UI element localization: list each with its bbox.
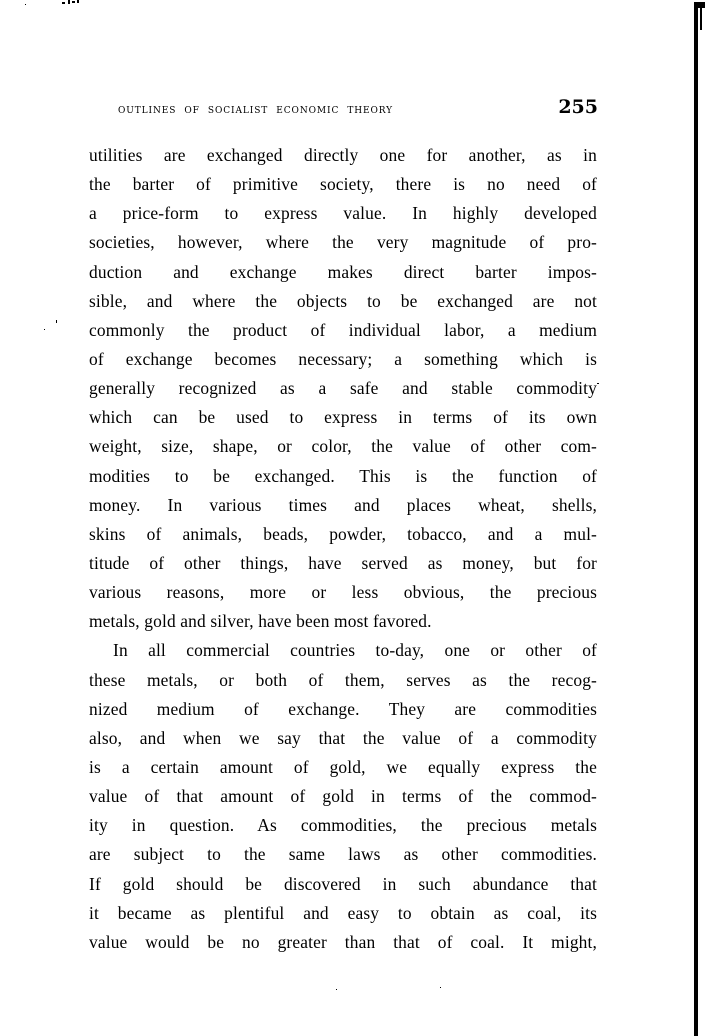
text-line: skins of animals, beads, powder, tobacco, and a mul-: [89, 523, 597, 544]
scan-speck: [62, 2, 65, 4]
scan-speck: [56, 320, 57, 323]
scan-speck: [77, 0, 79, 3]
text-line: money. In various times and places wheat, shells,: [89, 494, 597, 515]
text-line: duction and exchange makes direct barter impos-: [89, 261, 597, 282]
scan-speck: [25, 4, 26, 5]
text-line: is a certain amount of gold, we equally express the: [89, 756, 597, 777]
text-line: are subject to the same laws as other commodities.: [89, 844, 597, 865]
text-line: value of that amount of gold in terms of the commod-: [89, 786, 597, 807]
running-head-title: outlines of socialist economic theory: [118, 102, 393, 117]
text-line: the barter of primitive society, there is no need of: [89, 174, 597, 195]
paragraph-start-line: In all commercial countries to-day, one or other of: [113, 640, 597, 661]
text-line: which can be used to express in terms of its own: [89, 407, 597, 428]
body-text: [89, 141, 597, 957]
text-line: sible, and where the objects to be exchanged are not: [89, 290, 597, 311]
page-number: 255: [558, 96, 598, 118]
page-edge-shadow: [694, 2, 698, 1036]
text-line: various reasons, more or less obvious, the precious: [89, 582, 597, 603]
text-line: value would be no greater than that of coal. It might,: [89, 931, 597, 952]
text-line: societies, however, where the very magnitude of pro-: [89, 232, 597, 253]
scan-speck: [68, 0, 70, 4]
text-line: of exchange becomes necessary; a something which is: [89, 348, 597, 369]
scan-speck: [72, 1, 75, 3]
paragraph-end-line: metals, gold and silver, have been most favored.: [89, 611, 432, 632]
text-line: commonly the product of individual labor, a medium: [89, 319, 597, 340]
text-line: nized medium of exchange. They are commodities: [89, 698, 597, 719]
text-line: modities to be exchanged. This is the function of: [89, 465, 597, 486]
page-edge-shadow: [700, 8, 702, 30]
text-line: If gold should be discovered in such abundance that: [89, 873, 597, 894]
text-line: also, and when we say that the value of a commodity: [89, 727, 597, 748]
text-line: it became as plentiful and easy to obtain as coal, its: [89, 902, 597, 923]
text-line: a price-form to express value. In highly developed: [89, 203, 597, 224]
scan-speck: [336, 989, 337, 990]
text-line: these metals, or both of them, serves as the recog-: [89, 669, 597, 690]
text-line: generally recognized as a safe and stable commodity: [89, 378, 597, 399]
scan-speck: [440, 987, 441, 988]
text-line: weight, size, shape, or color, the value of other com-: [89, 436, 597, 457]
scan-speck: [597, 383, 599, 384]
text-line: titude of other things, have served as money, but for: [89, 552, 597, 573]
scan-speck: [44, 329, 45, 330]
text-line: utilities are exchanged directly one for another, as in: [89, 145, 597, 165]
text-line: ity in question. As commodities, the precious metals: [89, 815, 597, 836]
running-head: [118, 96, 598, 120]
